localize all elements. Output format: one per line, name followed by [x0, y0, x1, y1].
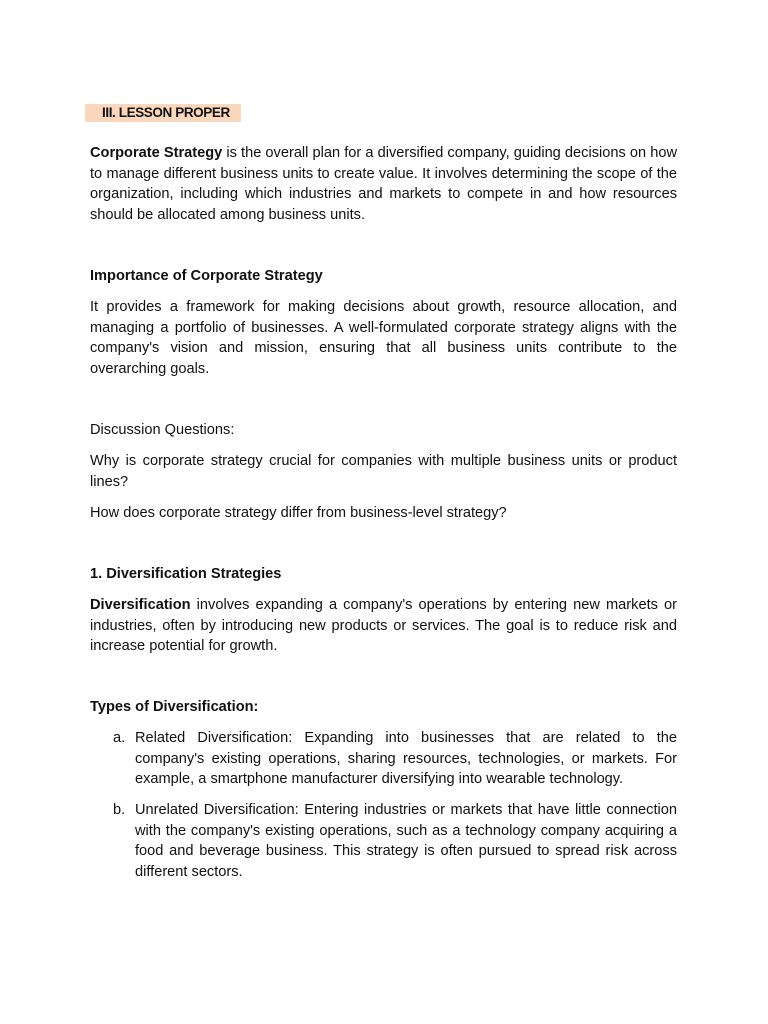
section-header-banner	[85, 104, 241, 122]
intro-paragraph	[90, 143, 677, 225]
types-heading: Types of Diversification:	[90, 699, 259, 715]
diversification-text: involves expanding a company's operations by entering new markets or industries, often by introducing new products or services. The goal is to reduce risk and increase potential for growth.	[90, 597, 677, 654]
discussion-question: How does corporate strategy differ from business-level strategy?	[90, 505, 507, 521]
importance-paragraph: It provides a framework for making decisions about growth, resource allocation, and managing a portfolio of businesses. A well-formulated corporate strategy aligns with the company's vision and mission, ensuring that all business units contribute to the overarching goals.	[90, 299, 677, 377]
list-item-text: Unrelated Diversification: Entering industries or markets that have little connection with the company's existing operations, such as a technology company acquiring a food and beverage business. This strategy is often pursued to spread risk across different sectors.	[135, 802, 677, 880]
discussion-question: Why is corporate strategy crucial for companies with multiple business units or product lines?	[90, 453, 677, 490]
diversification-term: Diversification	[90, 597, 191, 613]
diversification-paragraph	[90, 595, 677, 657]
list-marker: a.	[113, 730, 126, 746]
list-item-text: Related Diversification: Expanding into businesses that are related to the company's existing operations, sharing resources, technologies, or markets. For example, a smartphone manufacturer diversifying into wearable technology.	[135, 730, 677, 787]
intro-term: Corporate Strategy	[90, 145, 223, 161]
section-header: III. LESSON PROPER	[102, 105, 230, 120]
diversification-heading: 1. Diversification Strategies	[90, 566, 282, 582]
discussion-label: Discussion Questions:	[90, 422, 235, 438]
importance-heading: Importance of Corporate Strategy	[90, 268, 323, 284]
list-marker: b.	[113, 802, 126, 818]
intro-text: is the overall plan for a diversified company, guiding decisions on how to manage different business units to create value. It involves determining the scope of the organization, including which industries and markets to compete in and how resources should be allocated among business units.	[90, 145, 677, 223]
